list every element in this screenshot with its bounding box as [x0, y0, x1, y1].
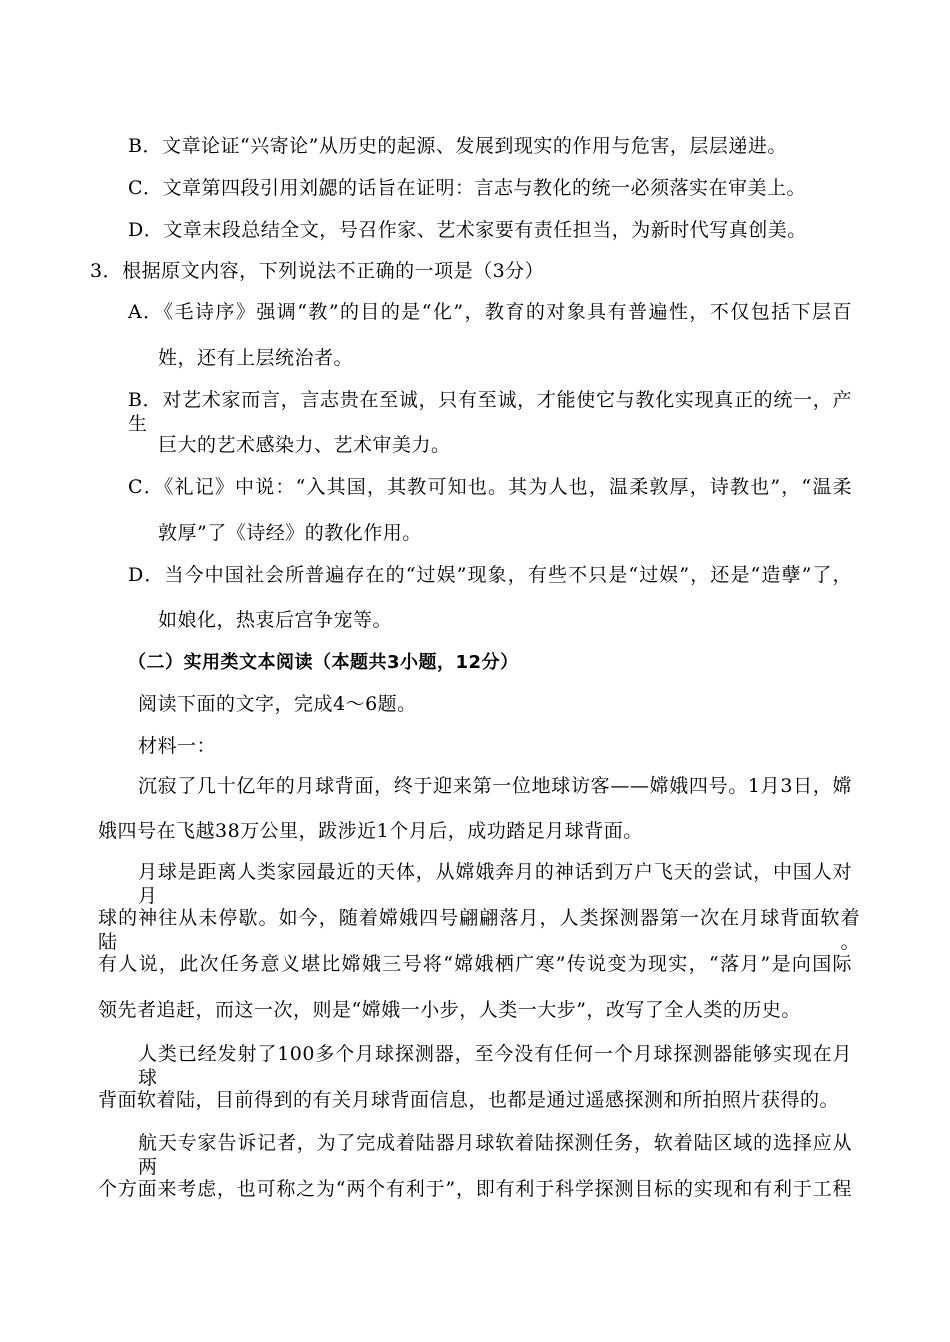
option-q3-b-line2: 巨大的艺术感染力、艺术审美力。	[158, 434, 451, 456]
option-q3-a-line2: 姓，还有上层统治者。	[158, 347, 354, 369]
paragraph-4-line-2: 个方面来考虑，也可称之为“两个有利于”，即有利于科学探测目标的实现和有利于工程	[98, 1178, 852, 1200]
option-q3-b-line1: B．对艺术家而言，言志贵在至诚，只有至诚，才能使它与教化实现真正的统一，产生	[128, 389, 852, 435]
paragraph-2-line-1: 月球是距离人类家园最近的天体，从嫦娥奔月的神话到万户飞天的尝试，中国人对月	[138, 861, 852, 907]
paragraph-1-line-1: 沉寂了几十亿年的月球背面，终于迎来第一位地球访客——嫦娥四号。1月3日，嫦	[138, 775, 852, 797]
option-q3-d-line1: D．当今中国社会所普遍存在的“过娱”现象，有些不只是“过娱”，还是“造孽”了，	[128, 564, 852, 586]
paragraph-4-line-1: 航天专家告诉记者，为了完成着陆器月球软着陆探测任务，软着陆区域的选择应从两	[138, 1132, 852, 1178]
option-q3-a-line1: A．《毛诗序》强调“教”的目的是“化”，教育的对象具有普遍性，不仅包括下层百	[128, 301, 852, 323]
option-q3-d-line2: 如娘化，热衷后宫争宠等。	[158, 609, 393, 631]
paragraph-2-line-2: 球的神往从未停歇。如今，随着嫦娥四号翩翩落月，人类探测器第一次在月球背面软着陆。	[98, 907, 860, 953]
question-3-stem: 3．根据原文内容，下列说法不正确的一项是（3分）	[90, 260, 545, 282]
paragraph-3-line-2: 背面软着陆，目前得到的有关月球背面信息，也都是通过遥感探测和所拍照片获得的。	[98, 1089, 840, 1111]
option-q3-c-line2: 敦厚”了《诗经》的教化作用。	[158, 522, 422, 544]
paragraph-1-line-2: 娥四号在飞越38万公里，跋涉近1个月后，成功踏足月球背面。	[98, 820, 643, 842]
paragraph-2-line-4: 领先者追赶，而这一次，则是“嫦娥一小步，人类一大步”，改写了全人类的历史。	[98, 999, 801, 1021]
section-heading: （二）实用类文本阅读（本题共3小题，12分）	[128, 652, 519, 673]
option-q2-d: D．文章末段总结全文，号召作家、艺术家要有责任担当，为新时代写真创美。	[128, 219, 807, 241]
reading-instruction: 阅读下面的文字，完成4～6题。	[138, 693, 417, 715]
material-label: 材料一：	[138, 735, 217, 757]
option-q3-c-line1: C．《礼记》中说：“入其国，其教可知也。其为人也，温柔敦厚，诗教也”，“温柔	[128, 476, 852, 498]
paragraph-2-line-3: 有人说，此次任务意义堪比嫦娥三号将“嫦娥栖广寒”传说变为现实，“落月”是向国际	[98, 953, 852, 975]
option-q2-b: B．文章论证“兴寄论”从历史的起源、发展到现实的作用与危害，层层递进。	[128, 135, 787, 157]
option-q2-c: C．文章第四段引用刘勰的话旨在证明：言志与教化的统一必须落实在审美上。	[128, 177, 807, 199]
paragraph-3-line-1: 人类已经发射了100多个月球探测器，至今没有任何一个月球探测器能够实现在月球	[138, 1043, 852, 1089]
